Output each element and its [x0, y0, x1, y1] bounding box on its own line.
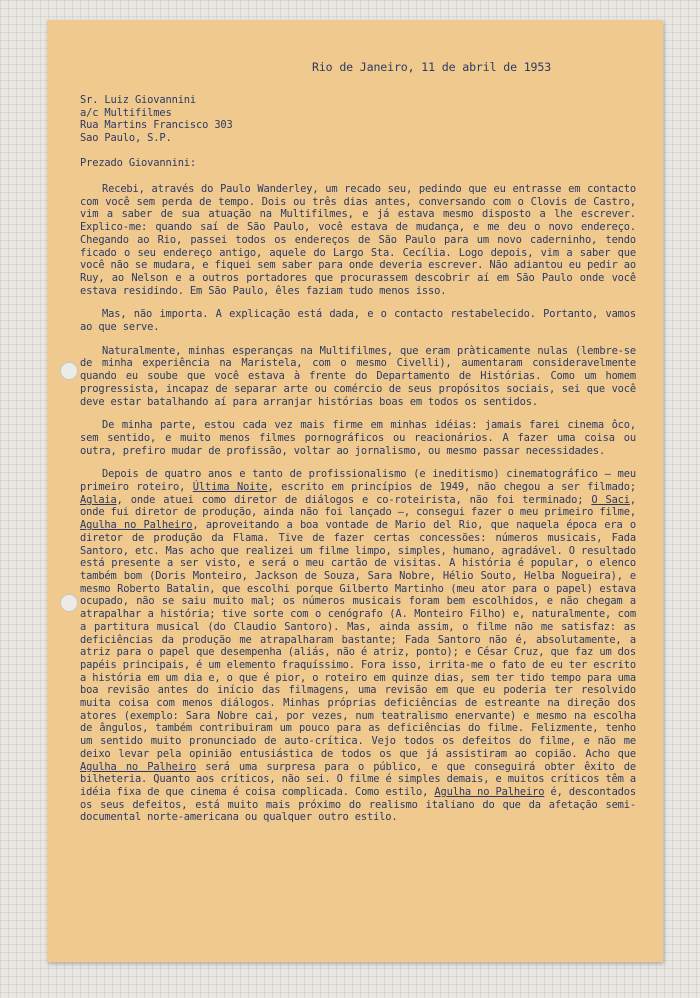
p5-text: será uma surpresa para o público, e que conseguirá obter êxito de bilheteria. Quanto aos críticos, não sei. O filme é simples demais, e muitos críticos têm a idéia fixa de que cinema é coisa complicada. Como estilo,	[80, 760, 636, 798]
salutation: Prezado Giovannini:	[80, 157, 197, 169]
p5-text: Depois de quatro anos e tanto de profissionalismo (e ineditismo) cinematográfico — meu primeiro roteiro,	[80, 468, 636, 494]
film-title-aglaia: Aglaia	[80, 493, 117, 506]
film-title-ultima-noite: Última Noite	[192, 481, 268, 494]
punch-hole-lower	[60, 594, 78, 612]
p5-text: , onde fui diretor de produção, ainda não foi lançado —, consegui fazer o meu primeiro filme,	[80, 493, 636, 519]
paragraph-3: Naturalmente, minhas esperanças na Multifilmes, que eram pràticamente nulas (lembre-se de minha experiência na Maristela, com o mesmo Civelli), aumentaram consideravelmente quando eu soube que você estava à frente do Departamento de Histórias. Como um homem progressista, incapaz de separar arte ou comércio de seus propósitos sociais, sei que você deve estar batalhando aí para arranjar histórias boas em todos os sentidos.	[80, 344, 636, 408]
film-title-agulha-no-palheiro: Agulha no Palheiro	[434, 785, 545, 798]
film-title-agulha-no-palheiro: Agulha no Palheiro	[80, 760, 197, 773]
paragraph-5	[80, 468, 636, 824]
p5-text: , aproveitando a boa vontade de Mario del Rio, que naquela época era o diretor de produção da Flama. Tive de fazer certas concessões: números musicais, Fada Santoro, etc. Mas acho que realizei um filme limpo, simples, humano, agradável. O resultado está presente a ser visto, e será o meu cartão de visitas. A história é popular, o elenco também bom (Doris Monteiro, Jackson de Souza, Sara Nobre, Hélio Souto, Helba Nogueira), e mesmo Roberto Batalin, que escolhi porque Gilberto Martinho (meu ator para o papel) estava ocupado, não se saiu muito mal; os números musicais foram bem escolhidos, e não chegam a atrapalhar a história; tive sorte com o cenógrafo (A. Monteiro Filho) e, naturalmente, com a partitura musical (do Claudio Santoro). Mas, ainda assim, o filme não me satisfaz: as deficiências da produção me atrapalharam bastante; Fada Santoro não é, absolutamente, a atriz para o papel que desempenha (aliás, não é atriz, ponto); e César Cruz, que faz um dos papéis principais, é um elemento fraquíssimo. Fora isso, irrita-me o fato de eu ter escrito a história em um dia e, o que é pior, o roteiro em quinze dias, sem ter tido tempo para uma boa revisão antes do início das filmagens, uma revisão em que eu poderia ter resolvido muita coisa com menos diálogos. Minhas próprias deficiências de estreante na direção dos atores (exemplo: Sara Nobre cai, por vezes, num teatralismo enervante) e mesmo na escolha de ângulos, também contribuiram um pouco para as deficiências do filme. Felizmente, tenho um sentido muito pronunciado de auto-crítica. Vejo todos os defeitos do filme, e não me deixo levar pela opinião entusiástica de todos os que já assistiram ao copião. Acho que	[80, 519, 637, 760]
letter-date: Rio de Janeiro, 11 de abril de 1953	[312, 60, 552, 74]
address-line: Sr. Luiz Giovannini	[80, 94, 197, 106]
p5-text: , escrito em princípios de 1949, não chegou a ser filmado;	[267, 481, 636, 494]
p5-text: é, descontados os seus defeitos, está muito mais próximo do realismo italiano do que da afetação semi-documental norte-americana ou qualquer outro estilo.	[80, 785, 636, 824]
film-title-o-saci: O Saci	[591, 493, 630, 506]
film-title-agulha-no-palheiro: Agulha no Palheiro	[80, 519, 193, 532]
letter-body	[80, 183, 636, 835]
paragraph-2: Mas, não importa. A explicação está dada, e o contacto restabelecido. Portanto, vamos ao que serve.	[80, 308, 636, 334]
address-line: a/c Multifilmes	[80, 106, 172, 119]
recipient-address	[80, 94, 233, 145]
address-line: Sao Paulo, S.P.	[80, 132, 172, 145]
p5-text: , onde atuei como diretor de diálogos e co-roteirista, não foi terminado;	[116, 493, 592, 506]
letter-sheet	[47, 20, 663, 962]
paragraph-1: Recebi, através do Paulo Wanderley, um recado seu, pedindo que eu entrasse em contacto com você sem perda de tempo. Dois ou três dias antes, conversando com o Clovis de Castro, vim a saber de sua atuação na Multifilmes, e já estava mesmo disposto a lhe escrever. Explico-me: quando saí de São Paulo, você estava de mudança, e me deu o novo endereço. Chegando ao Rio, passei todos os endereços de São Paulo para um novo caderninho, tendo ficado o seu endereço antigo, aquele do Largo Sta. Cecília. Logo depois, vim a saber que você não se mudara, e fiquei sem saber para onde deveria escrever. Não adiantou eu pedir ao Ruy, ao Nelson e a outros portadores que procurassem descobrir aí em São Paulo onde você estava residindo. Em São Paulo, êles faziam tudo menos isso.	[80, 183, 636, 297]
paragraph-4: De minha parte, estou cada vez mais firme em minhas idéias: jamais farei cinema ôco, sem sentido, e muito menos filmes pornográficos ou reacionários. A fazer uma coisa ou outra, prefiro mudar de profissão, voltar ao jornalismo, ou mesmo passar necessidades.	[80, 419, 636, 457]
punch-hole-upper	[60, 362, 78, 380]
address-line: Rua Martins Francisco 303	[80, 119, 233, 132]
